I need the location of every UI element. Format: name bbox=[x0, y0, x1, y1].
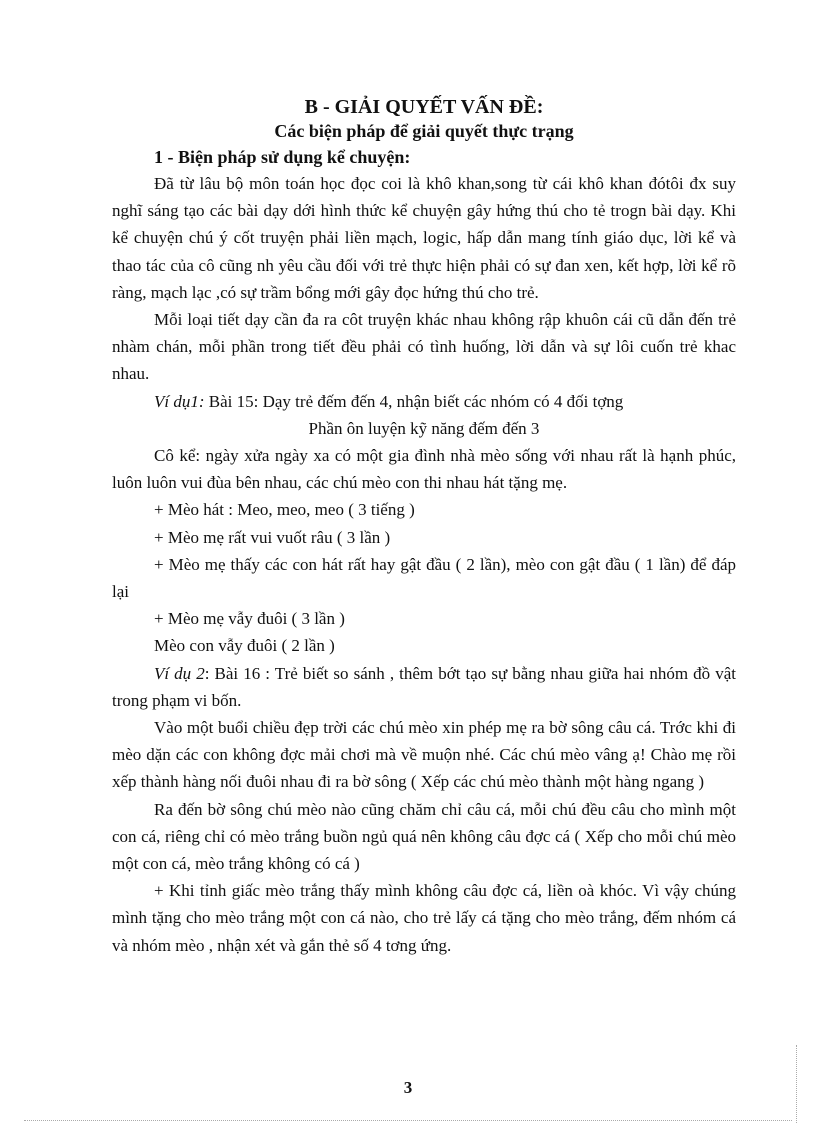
example-1 bbox=[112, 388, 736, 415]
page-border-right bbox=[796, 1045, 797, 1123]
story-2: Vào một buổi chiều đẹp trời các chú mèo xin phép mẹ ra bờ sông câu cá. Trớc khi đi mèo dặn các con không đợc mải chơi mà về muộn nhé. Các chú mèo vâng ạ! Chào mẹ rồi xếp thành hàng nối đuôi nhau đi ra bờ sông ( Xếp các chú mèo thành một hàng ngang ) bbox=[112, 718, 736, 792]
example-1-subtitle: Phần ôn luyện kỹ năng đếm đến 3 bbox=[308, 418, 540, 438]
story-item-1: + Mèo hát : Meo, meo, meo ( 3 tiếng ) bbox=[154, 500, 415, 520]
page-number: 3 bbox=[403, 1078, 413, 1097]
story-item-2: + Mèo mẹ rất vui vuốt râu ( 3 lần ) bbox=[154, 527, 391, 547]
document-body bbox=[112, 96, 736, 959]
example-2-label: Ví dụ 2 bbox=[154, 663, 205, 683]
story-item-3: + Mèo mẹ thấy các con hát rất hay gật đầu ( 2 lần), mèo con gật đầu ( 1 lần) để đáp lại bbox=[112, 554, 736, 602]
story-item-5: Mèo con vẫy đuôi ( 2 lần ) bbox=[154, 636, 335, 656]
example-2-text: : Bài 16 : Trẻ biết so sánh , thêm bớt tạo sự bằng nhau giữa hai nhóm đồ vật trong phạm vi bốn. bbox=[112, 663, 736, 710]
paragraph-lesson-variety: Mỗi loại tiết dạy cần đa ra côt truyện khác nhau không rập khuôn cái cũ dẫn đến trẻ nhàm chán, mỗi phần trong tiết đều phải có tình huống, lời dẫn và sự lôi cuốn trẻ khac nhau. bbox=[112, 310, 736, 384]
example-2 bbox=[112, 660, 736, 714]
example-1-text: Bài 15: Dạy trẻ đếm đến 4, nhận biết các nhóm có 4 đối tợng bbox=[204, 391, 624, 411]
example-1-label: Ví dụ1: bbox=[154, 391, 205, 411]
subsection-title: 1 - Biện pháp sử dụng kể chuyện: bbox=[154, 147, 411, 167]
section-heading: B - GIẢI QUYẾT VẤN ĐỀ: bbox=[304, 96, 544, 118]
story-4: + Khi tỉnh giấc mèo trắng thấy mình không câu đợc cá, liền oà khóc. Vì vậy chúng mình tặng cho mèo trắng một con cá nào, cho trẻ lấy cá tặng cho mèo trắng, đếm nhóm cá và nhóm mèo , nhận xét và gắn thẻ số 4 tơng ứng. bbox=[112, 881, 736, 955]
page-border-bottom bbox=[24, 1120, 792, 1121]
story-3: Ra đến bờ sông chú mèo nào cũng chăm chỉ câu cá, mỗi chú đều câu cho mình một con cá, riêng chỉ có mèo trắng buồn ngủ quá nên không câu đợc cá ( Xếp cho mỗi chú mèo một con cá, mèo trắng không có cá ) bbox=[112, 799, 736, 874]
section-subheading: Các biện pháp để giải quyết thực trạng bbox=[274, 121, 574, 141]
story-1: Cô kể: ngày xửa ngày xa có một gia đình nhà mèo sống với nhau rất là hạnh phúc, luôn luôn vui đùa bên nhau, các chú mèo con thi nhau hát tặng mẹ. bbox=[112, 446, 736, 493]
paragraph-intro: Đã từ lâu bộ môn toán học đọc coi là khô khan,song từ cái khô khan đótôi đx suy nghĩ sáng tạo các bài dạy dới hình thức kể chuyện gây hứng thú cho tẻ trogn bài dạy. Khi kể chuyện chú ý cốt truyện phải liền mạch, logic, hấp dẫn mang tính giáo dục, lời kể và thao tác của cô cũng nh yêu cầu đối với trẻ thực hiện phải có sự đan xen, kết hợp, lời kể rõ ràng, mạch lạc ,có sự trầm bổng mới gây đọc hứng thú cho trẻ. bbox=[112, 174, 736, 302]
story-item-4: + Mèo mẹ vẫy đuôi ( 3 lần ) bbox=[154, 609, 345, 629]
